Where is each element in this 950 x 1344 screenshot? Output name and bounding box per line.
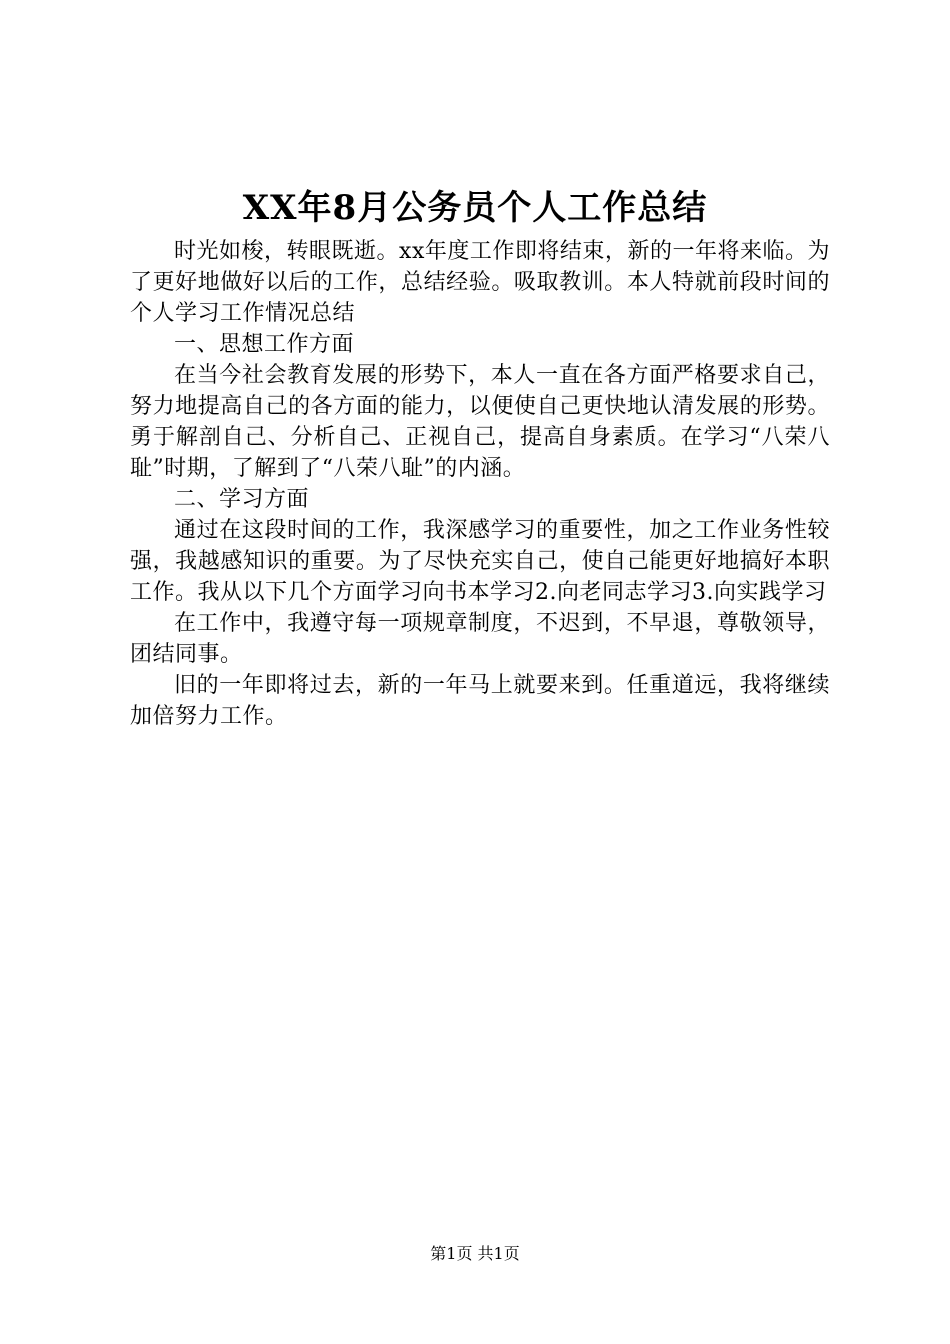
section-heading-thought: 一、思想工作方面 xyxy=(174,332,355,357)
page-footer: 第1页 共1页 xyxy=(430,1244,520,1263)
paragraph-thought: 在当今社会教育发展的形势下，本人一直在各方面严格要求自己，努力地提高自己的各方面的能力，以便使自己更快地认清发展的形势。勇于解剖自己、分析自己、正视自己，提高自身素质。在学习“八荣八耻”时期，了解到了“八荣八耻”的内涵。 xyxy=(130,363,830,481)
document-body xyxy=(130,236,830,732)
section-heading-study: 二、学习方面 xyxy=(174,487,310,512)
paragraph-conclusion: 旧的一年即将过去，新的一年马上就要来到。任重道远，我将继续加倍努力工作。 xyxy=(130,673,830,729)
document-title: XX年8月公务员个人工作总结 xyxy=(242,188,708,228)
paragraph-intro: 时光如梭，转眼既逝。xx年度工作即将结束，新的一年将来临。为了更好地做好以后的工作，总结经验。吸取教训。本人特就前段时间的个人学习工作情况总结 xyxy=(130,239,830,326)
paragraph-study: 通过在这段时间的工作，我深感学习的重要性，加之工作业务性较强，我越感知识的重要。为了尽快充实自己，使自己能更好地搞好本职工作。我从以下几个方面学习向书本学习2.向老同志学习3.向实践学习 xyxy=(130,518,830,605)
paragraph-work: 在工作中，我遵守每一项规章制度，不迟到，不早退，尊敬领导，团结同事。 xyxy=(130,611,830,667)
